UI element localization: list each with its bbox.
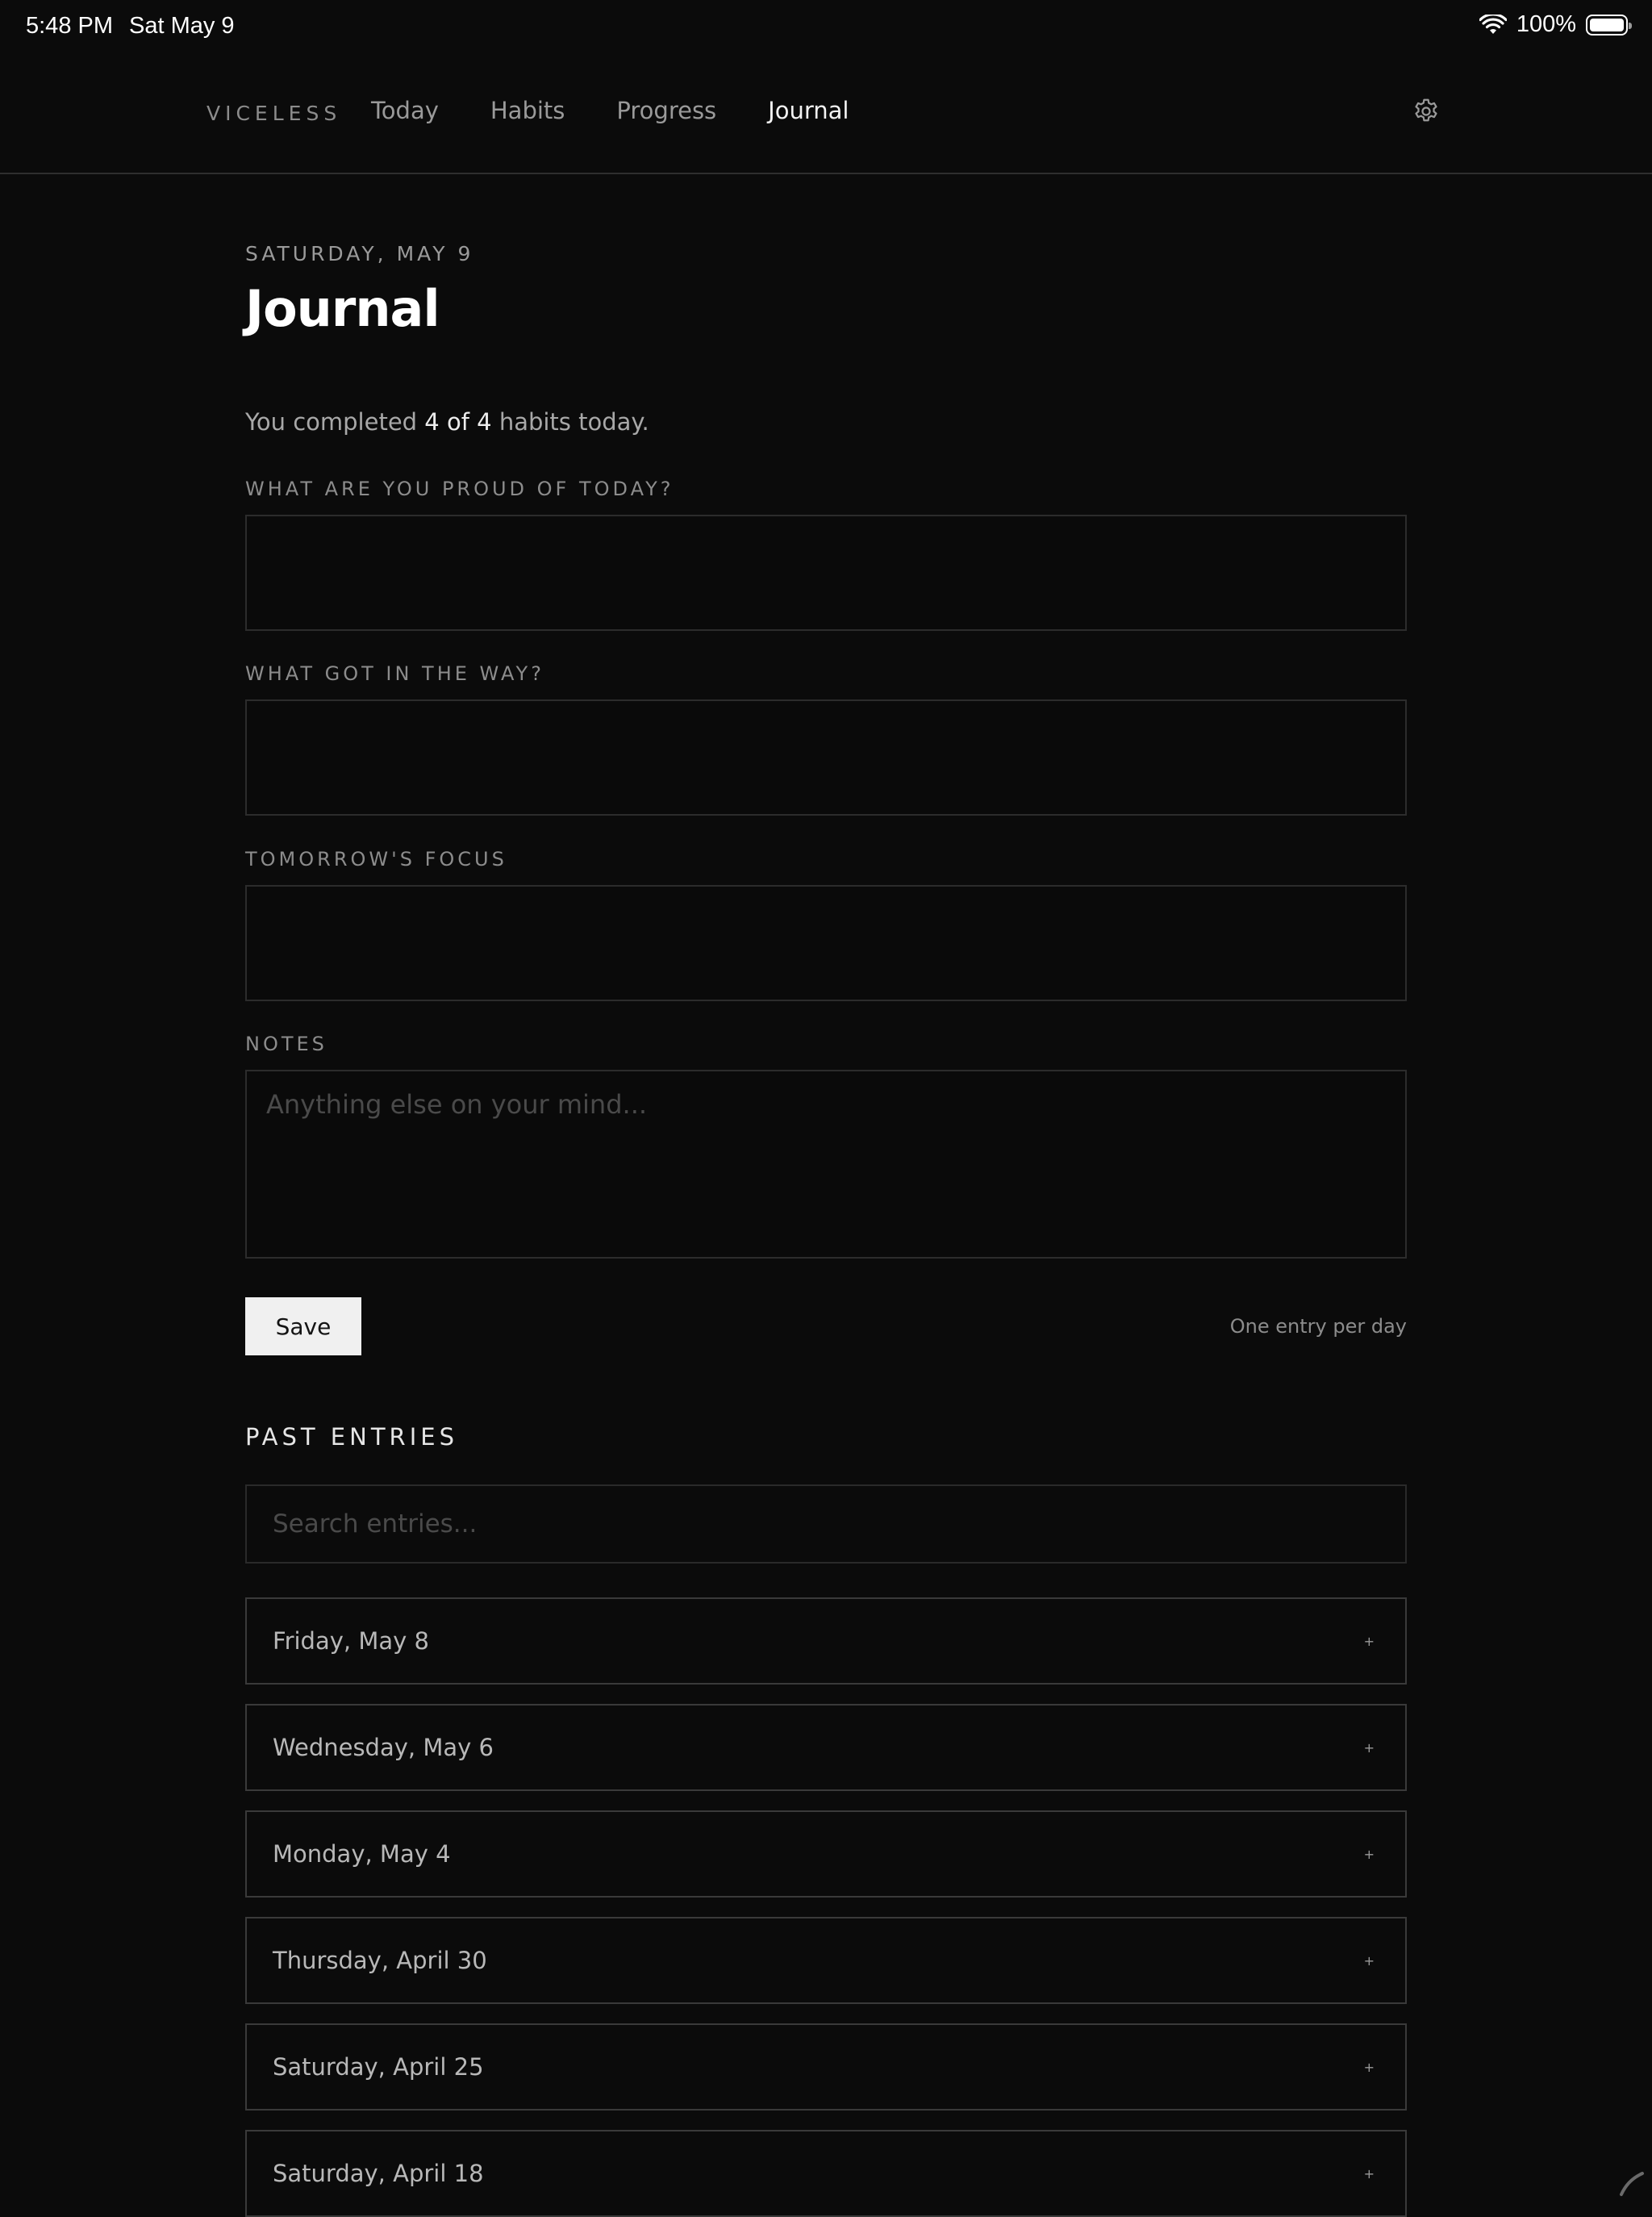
summary-prefix: You completed (245, 408, 417, 436)
past-entry-date: Saturday, April 25 (273, 2053, 484, 2081)
nav-link-habits[interactable]: Habits (490, 97, 565, 124)
proud-label: WHAT ARE YOU PROUD OF TODAY? (245, 478, 674, 500)
nav-links (371, 97, 849, 124)
nav-link-today[interactable]: Today (371, 97, 439, 124)
gear-icon[interactable] (1412, 97, 1441, 126)
past-entry-item[interactable] (245, 1704, 1407, 1791)
proud-field[interactable] (245, 515, 1407, 631)
wifi-icon (1479, 15, 1507, 35)
past-entries-heading: PAST ENTRIES (245, 1423, 458, 1451)
habit-summary (245, 408, 649, 436)
expand-icon[interactable]: + (1364, 1740, 1379, 1756)
resize-grip-icon (1618, 2170, 1646, 2198)
entry-hint: One entry per day (1230, 1315, 1407, 1338)
expand-icon[interactable]: + (1364, 1847, 1379, 1862)
brand-logo[interactable]: VICELESS (206, 102, 341, 125)
notes-field[interactable] (245, 1070, 1407, 1259)
save-button[interactable]: Save (245, 1297, 361, 1355)
past-entry-date: Thursday, April 30 (273, 1947, 487, 1974)
expand-icon[interactable]: + (1364, 2166, 1379, 2182)
status-bar (0, 0, 1652, 52)
past-entry-item[interactable] (245, 1597, 1407, 1685)
summary-count: 4 of 4 (424, 408, 491, 436)
obstacles-field[interactable] (245, 699, 1407, 816)
battery-level (1590, 19, 1624, 31)
nav-link-progress[interactable]: Progress (616, 97, 716, 124)
battery-percentage: 100% (1516, 11, 1576, 38)
past-entry-item[interactable] (245, 1810, 1407, 1898)
obstacles-label: WHAT GOT IN THE WAY? (245, 662, 544, 685)
expand-icon[interactable]: + (1364, 2060, 1379, 2075)
current-date: SATURDAY, MAY 9 (245, 242, 473, 265)
status-indicators (1479, 11, 1628, 38)
past-entry-item[interactable] (245, 1917, 1407, 2004)
search-entries-input[interactable] (245, 1484, 1407, 1564)
expand-icon[interactable]: + (1364, 1634, 1379, 1649)
past-entry-date: Friday, May 8 (273, 1627, 429, 1655)
tomorrow-focus-label: TOMORROW'S FOCUS (245, 848, 507, 871)
notes-label: NOTES (245, 1033, 327, 1055)
page-title: Journal (245, 279, 440, 338)
status-time: 5:48 PM (26, 13, 113, 40)
summary-suffix: habits today. (499, 408, 649, 436)
nav-link-journal[interactable]: Journal (768, 97, 849, 124)
tomorrow-focus-field[interactable] (245, 885, 1407, 1001)
expand-icon[interactable]: + (1364, 1953, 1379, 1969)
past-entry-item[interactable] (245, 2023, 1407, 2111)
past-entry-date: Saturday, April 18 (273, 2160, 484, 2187)
status-date: Sat May 9 (129, 13, 235, 40)
battery-icon (1586, 15, 1628, 35)
past-entry-date: Wednesday, May 6 (273, 1734, 494, 1761)
past-entry-date: Monday, May 4 (273, 1840, 451, 1868)
top-navigation (0, 52, 1652, 174)
